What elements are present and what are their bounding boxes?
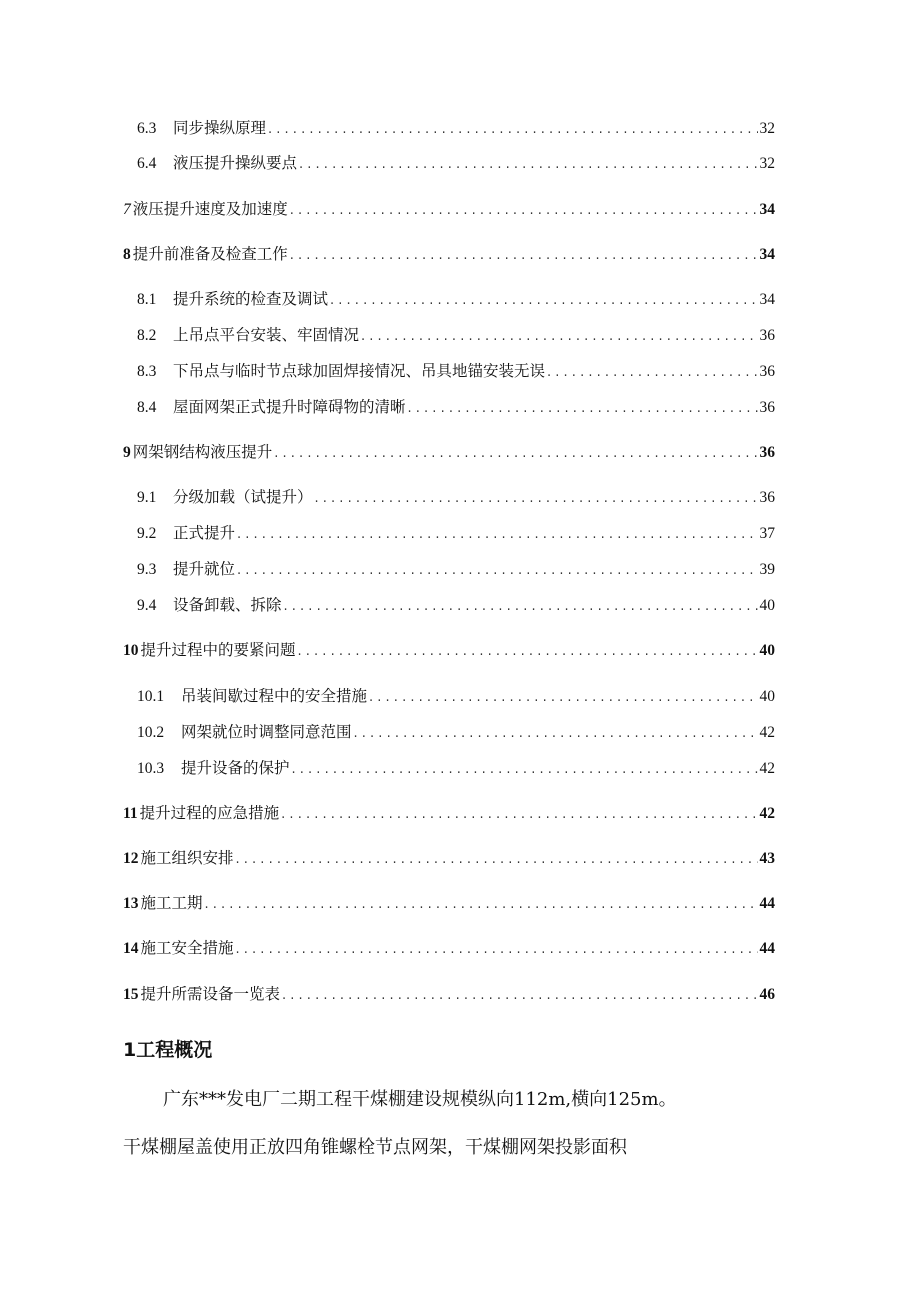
toc-title: 提升过程的应急措施 xyxy=(139,804,280,822)
toc-entry-8-2[interactable] xyxy=(137,325,775,347)
toc-entry-8[interactable] xyxy=(123,244,775,266)
toc-page-number: 42 xyxy=(759,724,775,741)
toc-title: 提升设备的保护 xyxy=(181,759,290,777)
toc-title: 同步操纵原理 xyxy=(173,119,267,137)
toc-leader xyxy=(236,940,758,960)
toc-title: 提升所需设备一览表 xyxy=(140,985,281,1003)
toc-page-number: 44 xyxy=(759,895,775,912)
toc-leader xyxy=(284,597,758,617)
body-paragraph: 广东***发电厂二期工程干煤棚建设规模纵向112m,横向125m。 xyxy=(163,1089,677,1110)
toc-page-number: 42 xyxy=(759,805,775,822)
toc-number: 9 xyxy=(123,444,131,461)
toc-leader xyxy=(237,561,757,581)
toc-title: 网架就位时调整同意范围 xyxy=(181,723,352,741)
toc-number: 10.2 xyxy=(137,724,165,741)
toc-entry-8-3[interactable] xyxy=(137,361,775,383)
toc-leader xyxy=(330,291,757,311)
toc-leader xyxy=(354,724,758,744)
toc-entry-8-4[interactable] xyxy=(137,397,775,419)
toc-entry-14[interactable] xyxy=(123,938,775,960)
toc-number: 13 xyxy=(123,895,139,912)
toc-page-number: 46 xyxy=(759,986,775,1003)
toc-number: 10 xyxy=(123,642,139,659)
toc-number: 12 xyxy=(123,850,139,867)
toc-leader xyxy=(290,246,758,266)
toc-leader xyxy=(268,120,757,140)
toc-title: 屋面网架正式提升时障碍物的清晰 xyxy=(173,398,406,416)
toc-entry-8-1[interactable] xyxy=(137,289,775,311)
toc-title: 提升过程中的要紧问题 xyxy=(140,641,296,659)
toc-page-number: 44 xyxy=(759,940,775,957)
toc-leader xyxy=(205,895,758,915)
toc-number: 14 xyxy=(123,940,139,957)
toc-number: 8.2 xyxy=(137,327,157,344)
toc-page-number: 37 xyxy=(759,525,775,542)
toc-number: 9.1 xyxy=(137,489,157,506)
toc-page-number: 34 xyxy=(759,291,775,308)
toc-leader xyxy=(236,850,758,870)
toc-title: 设备卸载、拆除 xyxy=(173,596,282,614)
toc-title: 提升就位 xyxy=(173,560,236,578)
toc-page-number: 40 xyxy=(759,642,775,659)
section-heading: 1工程概况 xyxy=(123,1039,213,1061)
toc-title: 施工安全措施 xyxy=(140,939,234,957)
toc-page-number: 36 xyxy=(759,327,775,344)
toc-title: 提升系统的检查及调试 xyxy=(173,290,329,308)
toc-page-number: 36 xyxy=(759,489,775,506)
toc-number: 10.1 xyxy=(137,688,165,705)
toc-number: 9.2 xyxy=(137,525,157,542)
toc-page-number: 32 xyxy=(759,120,775,137)
toc-number: 6.3 xyxy=(137,120,157,137)
toc-entry-10-3[interactable] xyxy=(137,758,775,780)
toc-title: 液压提升速度及加速度 xyxy=(132,200,288,218)
toc-leader xyxy=(408,399,758,419)
toc-number: 8.3 xyxy=(137,363,157,380)
toc-number: 8 xyxy=(123,246,131,263)
toc-entry-7[interactable] xyxy=(123,199,775,221)
toc-entry-6-3[interactable] xyxy=(137,118,775,140)
toc-number: 8.1 xyxy=(137,291,157,308)
toc-number: 9.3 xyxy=(137,561,157,578)
toc-title: 下吊点与临时节点球加固焊接情况、吊具地锚安装无误 xyxy=(173,362,546,380)
toc-number: 15 xyxy=(123,986,139,1003)
toc-entry-9-4[interactable] xyxy=(137,595,775,617)
body-paragraph: 干煤棚屋盖使用正放四角锥螺栓节点网架，干煤棚网架投影面积 xyxy=(123,1137,627,1158)
toc-entry-15[interactable] xyxy=(123,984,775,1006)
toc-page-number: 39 xyxy=(759,561,775,578)
toc-title: 提升前准备及检查工作 xyxy=(132,245,288,263)
toc-entry-9-3[interactable] xyxy=(137,559,775,581)
toc-leader xyxy=(361,327,757,347)
toc-leader xyxy=(369,688,757,708)
toc-leader xyxy=(290,201,758,221)
toc-entry-10[interactable] xyxy=(123,640,775,662)
toc-entry-11[interactable] xyxy=(123,803,775,825)
toc-leader xyxy=(315,489,758,509)
toc-number: 7 xyxy=(123,201,131,218)
toc-title: 施工组织安排 xyxy=(140,849,234,867)
toc-entry-9[interactable] xyxy=(123,442,775,464)
toc-leader xyxy=(281,805,757,825)
toc-leader xyxy=(274,444,757,464)
toc-number: 9.4 xyxy=(137,597,157,614)
toc-page-number: 40 xyxy=(759,688,775,705)
toc-leader xyxy=(237,525,757,545)
toc-title: 网架钢结构液压提升 xyxy=(132,443,273,461)
toc-title: 施工工期 xyxy=(140,894,203,912)
toc-entry-9-2[interactable] xyxy=(137,523,775,545)
toc-leader xyxy=(298,642,758,662)
toc-page-number: 34 xyxy=(759,201,775,218)
toc-entry-9-1[interactable] xyxy=(137,487,775,509)
toc-number: 10.3 xyxy=(137,760,165,777)
toc-entry-6-4[interactable] xyxy=(137,153,775,175)
toc-entry-10-2[interactable] xyxy=(137,722,775,744)
toc-leader xyxy=(282,986,757,1006)
toc-leader xyxy=(299,155,757,175)
toc-page-number: 40 xyxy=(759,597,775,614)
toc-title: 正式提升 xyxy=(173,524,236,542)
toc-page-number: 42 xyxy=(759,760,775,777)
toc-title: 分级加载（试提升） xyxy=(173,488,313,506)
toc-page-number: 43 xyxy=(759,850,775,867)
toc-number: 6.4 xyxy=(137,155,157,172)
toc-page-number: 36 xyxy=(759,363,775,380)
toc-number: 8.4 xyxy=(137,399,157,416)
toc-entry-10-1[interactable] xyxy=(137,686,775,708)
toc-title: 吊装间歇过程中的安全措施 xyxy=(181,687,368,705)
toc-page-number: 34 xyxy=(759,246,775,263)
toc-page-number: 36 xyxy=(759,399,775,416)
toc-leader xyxy=(292,760,758,780)
toc-page-number: 36 xyxy=(759,444,775,461)
toc-entry-12[interactable] xyxy=(123,848,775,870)
toc-leader xyxy=(547,363,757,383)
toc-page-number: 32 xyxy=(759,155,775,172)
toc-title: 液压提升操纵要点 xyxy=(173,154,298,172)
toc-number: 11 xyxy=(123,805,138,822)
toc-entry-13[interactable] xyxy=(123,893,775,915)
toc-title: 上吊点平台安装、牢固情况 xyxy=(173,326,360,344)
